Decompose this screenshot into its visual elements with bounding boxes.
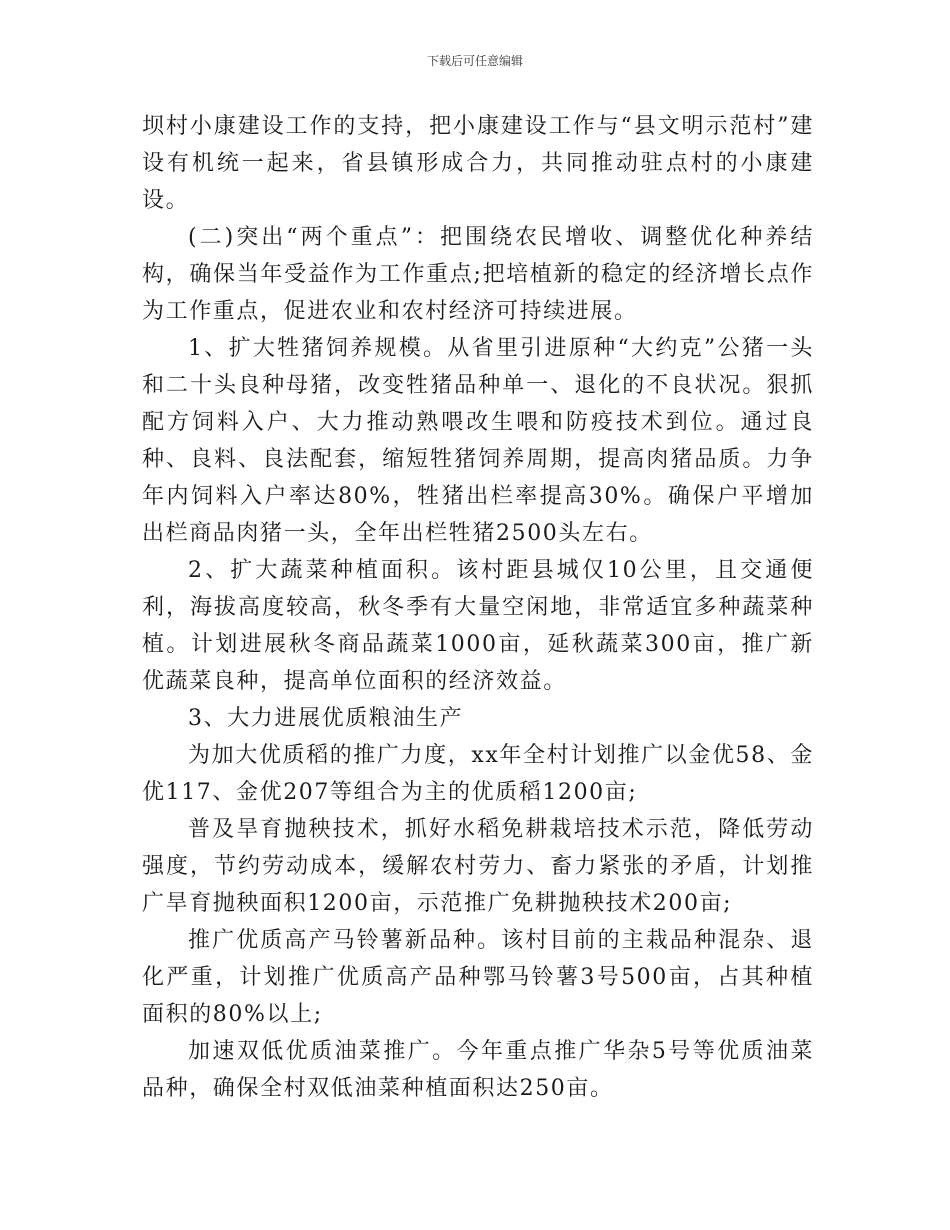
document-body: [142, 108, 814, 1107]
paragraph-3: 1、扩大牲猪饲养规模。从省里引进原种“大约克”公猪一头和二十头良种母猪，改变牲猪品种单一、退化的不良状况。狠抓配方饲料入户、大力推动熟喂改生喂和防疫技术到位。通过良种、良料、良法配套，缩短牲猪饲养周期，提高肉猪品质。力争年内饲料入户率达80%，牲猪出栏率提高30%。确保户平增加出栏商品肉猪一头，全年出栏牲猪2500头左右。: [142, 336, 814, 546]
paragraph-4: 2、扩大蔬菜种植面积。该村距县城仅10公里，且交通便利，海拔高度较高，秋冬季有大量空闲地，非常适宜多种蔬菜种植。计划进展秋冬商品蔬菜1000亩，延秋蔬菜300亩，推广新优蔬菜良种，提高单位面积的经济效益。: [142, 558, 814, 694]
paragraph-8: 推广优质高产马铃薯新品种。该村目前的主栽品种混杂、退化严重，计划推广优质高产品种鄂马铃薯3号500亩，占其种植面积的80%以上;: [142, 928, 814, 1027]
paragraph-9: 加速双低优质油菜推广。今年重点推广华杂5号等优质油菜品种，确保全村双低油菜种植面积达250亩。: [142, 1039, 814, 1101]
page-header: 下载后可任意编辑: [426, 54, 523, 68]
paragraph-5: 3、大力进展优质粮油生产: [188, 706, 464, 731]
paragraph-1: 坝村小康建设工作的支持，把小康建设工作与“县文明示范村”建设有机统一起来，省县镇形成合力，共同推动驻点村的小康建设。: [142, 114, 814, 213]
paragraph-2: (二)突出“两个重点”：把围绕农民增收、调整优化种养结构，确保当年受益作为工作重点;把培植新的稳定的经济增长点作为工作重点，促进农业和农村经济可持续进展。: [142, 225, 814, 324]
paragraph-6: 为加大优质稻的推广力度，xx年全村计划推广以金优58、金优117、金优207等组合为主的优质稻1200亩;: [142, 743, 814, 805]
paragraph-7: 普及旱育抛秧技术，抓好水稻免耕栽培技术示范，降低劳动强度，节约劳动成本，缓解农村劳力、畜力紧张的矛盾，计划推广旱育抛秧面积1200亩，示范推广免耕抛秧技术200亩;: [142, 817, 814, 916]
